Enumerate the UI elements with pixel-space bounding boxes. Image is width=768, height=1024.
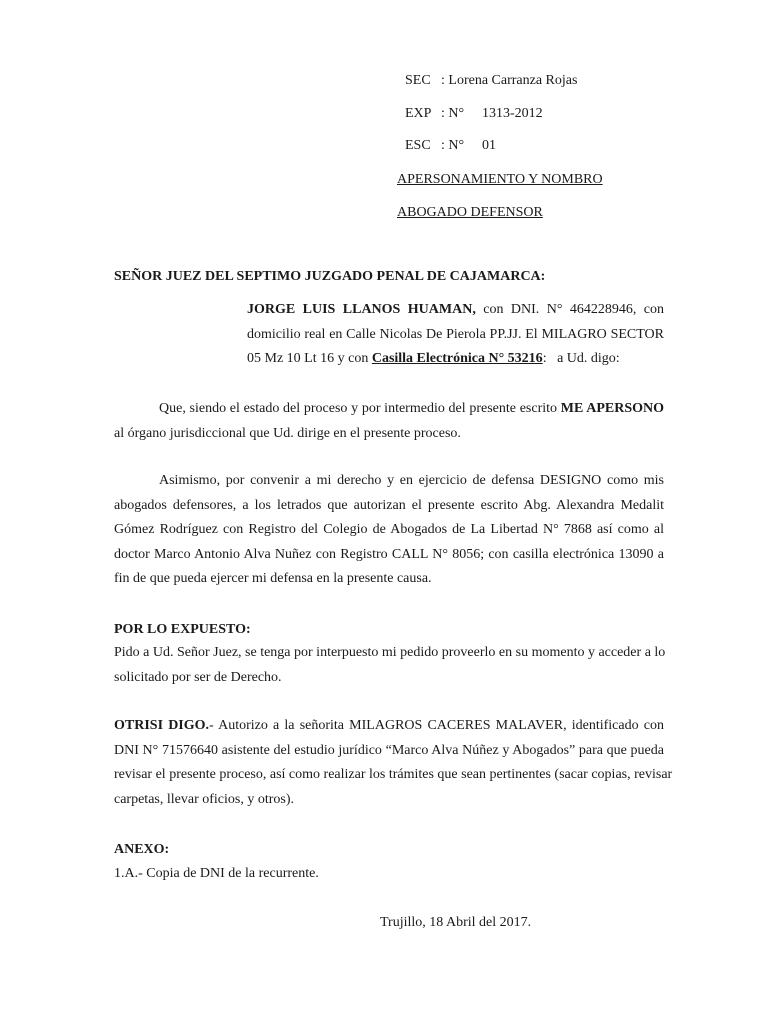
esc-label: ESC xyxy=(405,138,431,153)
para1-line-1 xyxy=(114,397,664,422)
sec-value: : Lorena Carranza Rojas xyxy=(441,73,578,88)
party-line-1-rest: con DNI. N° 464228946, con xyxy=(483,302,665,317)
paragraph-apersono xyxy=(114,397,664,446)
para2-line-2: abogados defensores, a los letrados que autorizan el presente escrito Abg. Alexandra Medalit xyxy=(114,497,664,513)
exp-label: EXP xyxy=(405,106,432,121)
place-date: Trujillo, 18 Abril del 2017. xyxy=(380,915,532,930)
me-apersono: ME APERSONO xyxy=(560,401,665,416)
paragraph-designo xyxy=(114,469,664,592)
para2-line-4: doctor Marco Antonio Alva Nuñez con Registro CALL N° 8056; con casilla electrónica 13090 a xyxy=(114,546,664,562)
exp-line xyxy=(405,106,543,122)
para2-line-1: Asimismo, por convenir a mi derecho y en ejercicio de defensa DESIGNO como mis xyxy=(159,473,664,488)
party-line-3-post: : a Ud. digo: xyxy=(542,351,620,366)
party-line-3 xyxy=(247,347,664,372)
expuesto-heading: POR LO EXPUESTO: xyxy=(114,622,251,637)
otrosi-line-1-rest: - Autorizo a la señorita MILAGROS CACERES MALAVER, identificado con xyxy=(209,718,664,733)
expuesto-line-2: solicitado por ser de Derecho. xyxy=(114,669,282,685)
reference-line-2: ABOGADO DEFENSOR xyxy=(397,205,543,220)
otrosi-line-1 xyxy=(114,714,664,739)
paragraph-otrosi xyxy=(114,714,673,812)
esc-line xyxy=(405,138,496,154)
exp-value: 1313-2012 xyxy=(482,106,543,121)
otrosi-line-3: revisar el presente proceso, así como realizar los trámites que sean pertinentes (sacar copias, revisar xyxy=(114,767,673,782)
otrosi-line-4: carpetas, llevar oficios, y otros). xyxy=(114,791,294,807)
anexo-heading: ANEXO: xyxy=(114,842,170,857)
otrosi-line-2: DNI N° 71576640 asistente del estudio jurídico “Marco Alva Núñez y Abogados” para que pueda xyxy=(114,742,664,758)
casilla-electronica: Casilla Electrónica N° 53216 xyxy=(371,351,543,366)
esc-prefix: : N° xyxy=(441,138,465,153)
anexo-item-1: 1.A.- Copia de DNI de la recurrente. xyxy=(114,866,319,881)
paragraph-expuesto xyxy=(114,641,664,690)
expuesto-line-1: Pido a Ud. Señor Juez, se tenga por interpuesto mi pedido proveerlo en su momento y acceder a lo xyxy=(114,645,666,660)
party-line-3-pre: 05 Mz 10 Lt 16 y con xyxy=(247,351,369,366)
exp-prefix: : N° xyxy=(441,106,465,121)
para1-line-2: al órgano jurisdiccional que Ud. dirige en el presente proceso. xyxy=(114,425,461,441)
sec-line xyxy=(405,73,577,89)
para1-line-1-pre: Que, siendo el estado del proceso y por intermedio del presente escrito xyxy=(159,401,558,416)
party-block xyxy=(247,298,664,372)
sec-label: SEC xyxy=(405,73,431,88)
party-line-2: domicilio real en Calle Nicolas De Pierola PP.JJ. El MILAGRO SECTOR xyxy=(247,326,664,342)
reference-line-1: APERSONAMIENTO Y NOMBRO xyxy=(397,172,603,187)
para2-line-5: fin de que pueda ejercer mi defensa en la presente causa. xyxy=(114,571,432,586)
party-line-1 xyxy=(247,298,664,323)
addressee: SEÑOR JUEZ DEL SEPTIMO JUZGADO PENAL DE CAJAMARCA: xyxy=(114,269,546,284)
party-name: JORGE LUIS LLANOS HUAMAN, xyxy=(247,302,476,317)
otrosi-heading: OTRISI DIGO. xyxy=(114,718,210,733)
para2-line-3: Gómez Rodríguez con Registro del Colegio de Abogados de La Libertad N° 7868 así como al xyxy=(114,522,664,537)
esc-value: 01 xyxy=(482,138,496,153)
